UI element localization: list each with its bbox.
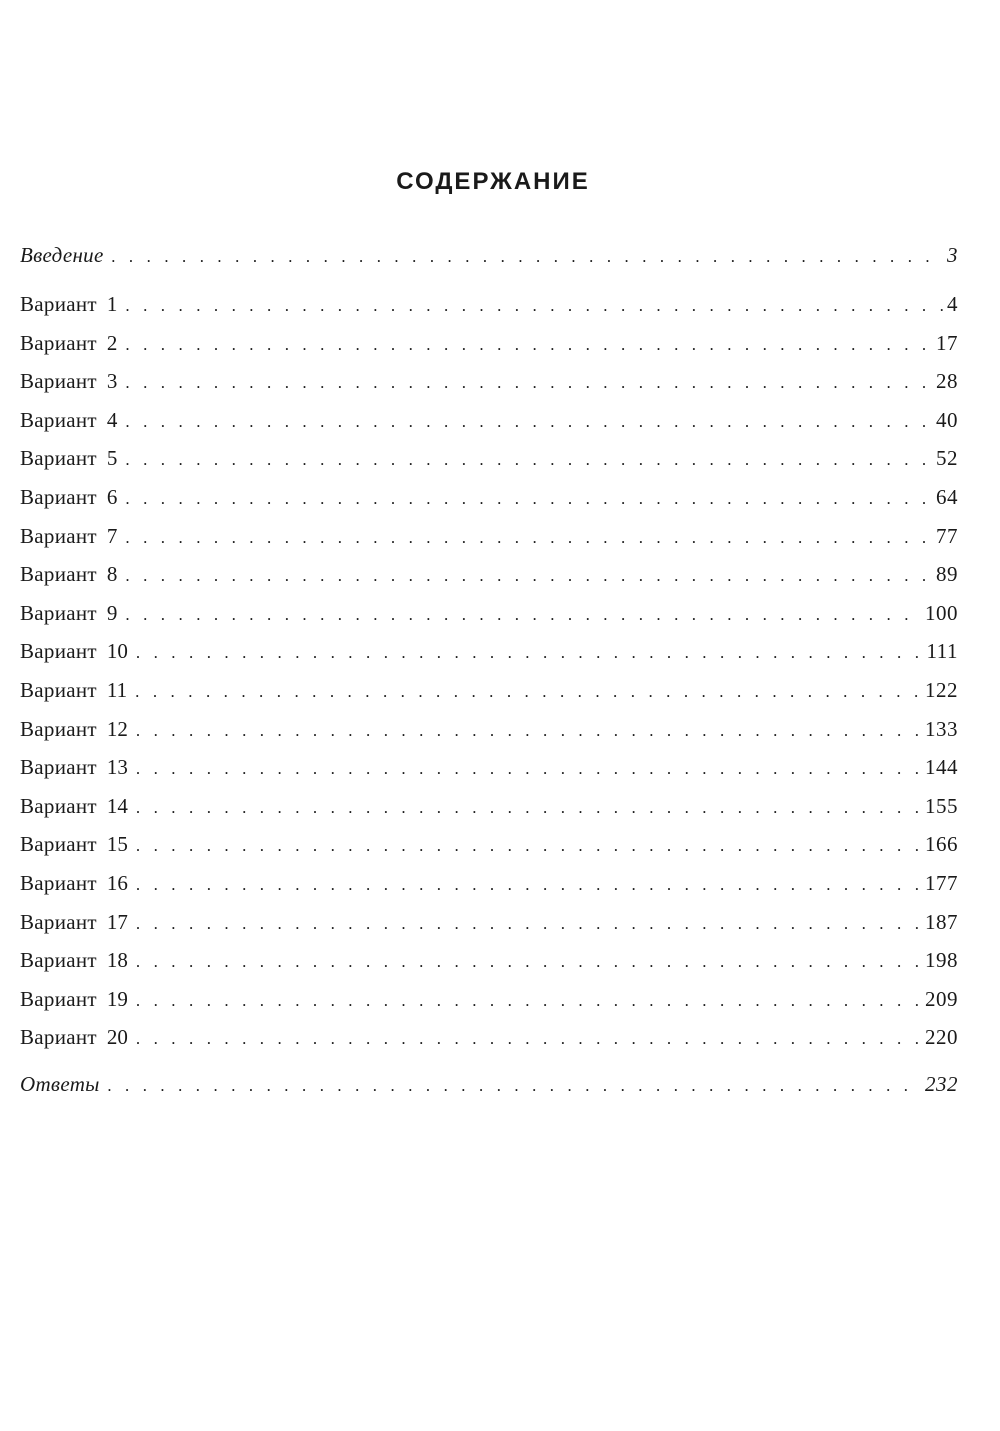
toc-entry-label: Вариант xyxy=(20,716,97,741)
toc-entry-page: 3 xyxy=(947,243,958,267)
toc-entry-variant xyxy=(20,945,958,975)
toc-entry-number: 6 xyxy=(106,485,118,509)
toc-entry-variant xyxy=(20,868,958,898)
toc-entry-page: 28 xyxy=(936,369,958,394)
toc-entry-variant xyxy=(20,675,958,705)
toc-entry-variant xyxy=(20,791,958,821)
toc-entry-label: Вариант xyxy=(20,948,97,973)
toc-entry-page: 144 xyxy=(925,755,958,780)
toc-entry-number: 16 xyxy=(106,871,128,895)
toc-entry-page: 77 xyxy=(936,523,958,548)
toc-entry-page: 232 xyxy=(925,1072,958,1096)
toc-entry-number: 5 xyxy=(106,446,118,471)
toc-entry-page: 111 xyxy=(926,639,958,664)
toc-entry-page: 40 xyxy=(936,407,958,432)
toc-entry-page: 64 xyxy=(936,485,958,509)
toc-entry-label: Вариант xyxy=(20,909,97,934)
dot-leader xyxy=(125,407,932,437)
toc-entry-number: 3 xyxy=(106,369,118,394)
toc-entry-page: 177 xyxy=(925,871,958,895)
dot-leader xyxy=(125,330,932,360)
toc-entry-page: 89 xyxy=(936,562,958,587)
toc-entry-number: 14 xyxy=(106,793,128,818)
dot-leader xyxy=(125,600,921,630)
toc-entry-number: 11 xyxy=(106,678,128,702)
toc-entry-number: 2 xyxy=(106,330,118,355)
toc-entry-page: 4 xyxy=(947,292,958,316)
toc-entry-answers xyxy=(20,1069,958,1099)
dot-leader xyxy=(125,291,943,321)
toc-entry-variant xyxy=(20,829,958,859)
toc-entry-label: Вариант xyxy=(20,1025,97,1050)
toc-entry-variant xyxy=(20,1022,958,1052)
toc-entry-label: Ответы xyxy=(20,1072,100,1096)
toc-entry-variant xyxy=(20,289,958,319)
toc-entry-page: 17 xyxy=(936,330,958,355)
toc-entry-number: 15 xyxy=(106,832,128,857)
dot-leader xyxy=(125,561,932,591)
toc-entry-number: 20 xyxy=(106,1025,128,1050)
toc-entry-variant xyxy=(20,405,958,435)
toc-entry-variant xyxy=(20,714,958,744)
dot-leader xyxy=(125,523,932,553)
toc-entry-number: 7 xyxy=(106,523,118,548)
toc-entry-label: Вариант xyxy=(20,793,97,818)
toc-entry-variant xyxy=(20,907,958,937)
dot-leader xyxy=(136,870,921,900)
dot-leader xyxy=(135,677,921,707)
toc-entry-variant xyxy=(20,443,958,473)
toc-entry-label: Вариант xyxy=(20,485,97,509)
toc-entry-variant xyxy=(20,366,958,396)
page-title: СОДЕРЖАНИЕ xyxy=(396,168,590,195)
toc-entry-label: Вариант xyxy=(20,446,97,471)
toc-entry-label: Введение xyxy=(20,243,104,267)
toc-entry-page: 166 xyxy=(925,832,958,857)
dot-leader xyxy=(136,716,921,746)
toc-entry-label: Вариант xyxy=(20,523,97,548)
dot-leader xyxy=(136,638,923,668)
toc-entry-page: 100 xyxy=(925,600,958,625)
dot-leader xyxy=(136,754,921,784)
toc-entry-label: Вариант xyxy=(20,562,97,587)
toc-entry-label: Вариант xyxy=(20,832,97,857)
toc-entry-number: 8 xyxy=(106,562,118,587)
toc-entry-page: 155 xyxy=(925,793,958,818)
toc-entry-variant xyxy=(20,521,958,551)
toc-entry-variant xyxy=(20,752,958,782)
dot-leader xyxy=(125,445,932,475)
toc-entry-label: Вариант xyxy=(20,639,97,664)
toc-entry-label: Вариант xyxy=(20,330,97,355)
toc-entry-label: Вариант xyxy=(20,369,97,394)
toc-entry-number: 13 xyxy=(106,755,128,780)
toc-entry-variant xyxy=(20,328,958,358)
dot-leader xyxy=(136,831,921,861)
toc-entry-number: 1 xyxy=(106,292,118,316)
dot-leader xyxy=(125,368,932,398)
dot-leader xyxy=(136,793,921,823)
toc-entry-variant xyxy=(20,559,958,589)
toc-entry-page: 209 xyxy=(925,986,958,1011)
toc-entry-number: 18 xyxy=(106,948,128,973)
toc-entry-page: 133 xyxy=(925,716,958,741)
toc-entry-number: 4 xyxy=(106,407,118,432)
toc-entry-number: 17 xyxy=(106,909,128,934)
toc-entry-number: 9 xyxy=(106,600,118,625)
dot-leader xyxy=(136,986,921,1016)
toc-entry-label: Вариант xyxy=(20,755,97,780)
toc-entry-number: 19 xyxy=(106,986,128,1011)
toc-entry-label: Вариант xyxy=(20,600,97,625)
toc-entry-variant xyxy=(20,984,958,1014)
dot-leader xyxy=(112,242,943,272)
toc-entry-page: 220 xyxy=(925,1025,958,1050)
toc-entry-page: 52 xyxy=(936,446,958,471)
toc-entry-page: 187 xyxy=(925,909,958,934)
dot-leader xyxy=(136,1024,921,1054)
toc-entry-label: Вариант xyxy=(20,986,97,1011)
toc-entry-variant xyxy=(20,482,958,512)
toc-entry-introduction xyxy=(20,240,958,270)
toc-entry-number: 12 xyxy=(106,716,128,741)
toc-entry-page: 122 xyxy=(925,678,958,702)
dot-leader xyxy=(136,947,921,977)
toc-entry-page: 198 xyxy=(925,948,958,973)
toc-entry-label: Вариант xyxy=(20,407,97,432)
dot-leader xyxy=(108,1071,921,1101)
dot-leader xyxy=(125,484,932,514)
dot-leader xyxy=(136,909,921,939)
toc-entry-variant xyxy=(20,636,958,666)
toc-entry-label: Вариант xyxy=(20,678,97,702)
toc-entry-label: Вариант xyxy=(20,292,97,316)
toc-entry-label: Вариант xyxy=(20,871,97,895)
toc-entry-number: 10 xyxy=(106,639,128,664)
toc-entry-variant xyxy=(20,598,958,628)
